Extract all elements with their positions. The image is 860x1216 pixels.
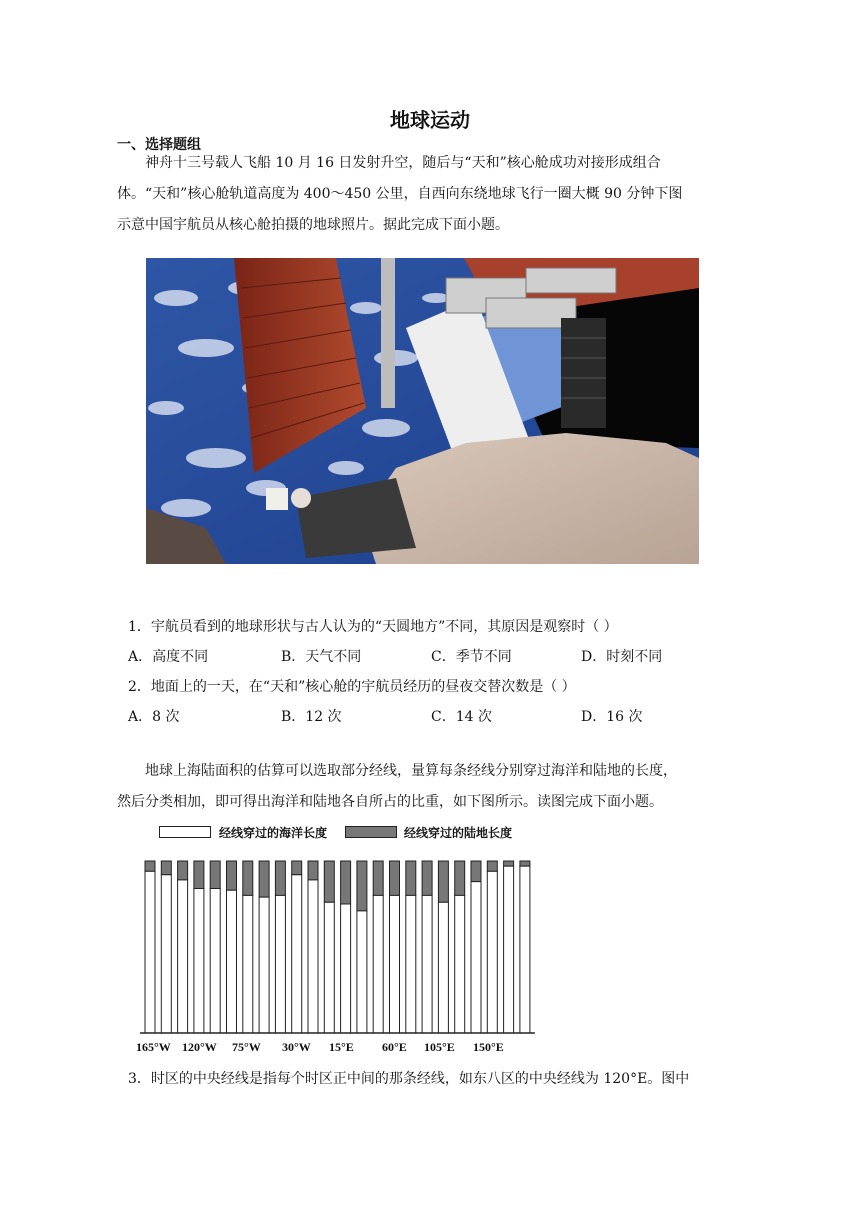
x-tick-label: 30°W bbox=[282, 1040, 311, 1054]
section-heading: 一、选择题组 bbox=[117, 137, 201, 153]
passage-2-line: 地球上海陆面积的估算可以选取部分经线，量算每条经线分别穿过海洋和陆地的长度， bbox=[145, 763, 677, 779]
x-tick-label: 120°W bbox=[182, 1040, 217, 1054]
bar-ocean-3 bbox=[194, 889, 204, 1033]
bar-ocean-22 bbox=[504, 866, 514, 1033]
x-tick-label: 15°E bbox=[329, 1040, 354, 1054]
bar-land-20 bbox=[471, 861, 481, 882]
bar-land-21 bbox=[487, 861, 497, 871]
question-1-text: 1．宇航员看到的地球形状与古人认为的“天圆地方”不同，其原因是观察时（ ） bbox=[128, 619, 618, 635]
bar-land-23 bbox=[520, 861, 530, 866]
passage-2 bbox=[117, 756, 732, 818]
bar-land-1 bbox=[161, 861, 171, 875]
bar-land-7 bbox=[259, 861, 269, 897]
bar-land-2 bbox=[178, 861, 188, 880]
legend-label-land: 经线穿过的陆地长度 bbox=[404, 826, 513, 840]
bar-land-3 bbox=[194, 861, 204, 889]
legend-label-ocean: 经线穿过的海洋长度 bbox=[219, 826, 328, 840]
bar-ocean-18 bbox=[438, 902, 448, 1033]
bar-land-5 bbox=[227, 861, 237, 890]
bar-ocean-12 bbox=[341, 904, 351, 1033]
bar-land-14 bbox=[373, 861, 383, 895]
x-tick-label: 75°W bbox=[232, 1040, 261, 1054]
bar-ocean-9 bbox=[292, 875, 302, 1033]
question-2-option-d[interactable]: D．16 次 bbox=[581, 709, 643, 725]
passage-1-line: 体。“天和”核心舱轨道高度为 400～450 公里，自西向东绕地球飞行一圈大概 90 分钟下图 bbox=[117, 186, 683, 202]
bar-ocean-8 bbox=[275, 895, 285, 1033]
space-station-photo bbox=[146, 258, 699, 564]
question-2-text: 2．地面上的一天，在“天和”核心舱的宇航员经历的昼夜交替次数是（ ） bbox=[128, 679, 576, 695]
question-2-option-a[interactable]: A．8 次 bbox=[128, 709, 180, 725]
bar-land-17 bbox=[422, 861, 432, 895]
bar-land-16 bbox=[406, 861, 416, 895]
x-tick-label: 60°E bbox=[382, 1040, 407, 1054]
bar-land-4 bbox=[210, 861, 220, 889]
x-tick-label: 150°E bbox=[473, 1040, 504, 1054]
question-2-option-b[interactable]: B．12 次 bbox=[281, 709, 342, 725]
bar-ocean-15 bbox=[390, 895, 400, 1033]
bar-land-18 bbox=[438, 861, 448, 902]
bar-land-9 bbox=[292, 861, 302, 875]
passage-1-line: 示意中国宇航员从核心舱拍摄的地球照片。据此完成下面小题。 bbox=[117, 217, 509, 233]
question-1-option-b[interactable]: B．天气不同 bbox=[281, 649, 362, 665]
passage-2-line: 然后分类相加，即可得出海洋和陆地各自所占的比重，如下图所示。读图完成下面小题。 bbox=[117, 794, 663, 810]
bar-ocean-0 bbox=[145, 871, 155, 1033]
question-1-option-a[interactable]: A．高度不同 bbox=[128, 649, 209, 665]
bar-land-22 bbox=[504, 861, 514, 866]
bar-land-6 bbox=[243, 861, 253, 895]
x-tick-label: 105°E bbox=[424, 1040, 455, 1054]
bar-ocean-23 bbox=[520, 866, 530, 1033]
passage-1 bbox=[117, 148, 732, 241]
bar-ocean-20 bbox=[471, 882, 481, 1033]
bar-ocean-2 bbox=[178, 880, 188, 1033]
question-1-option-d[interactable]: D．时刻不同 bbox=[581, 649, 663, 665]
legend-swatch-ocean bbox=[159, 826, 211, 838]
ocean-land-bar-chart bbox=[135, 850, 535, 1040]
bar-ocean-16 bbox=[406, 895, 416, 1033]
bar-ocean-7 bbox=[259, 897, 269, 1033]
bar-ocean-14 bbox=[373, 895, 383, 1033]
bar-ocean-17 bbox=[422, 895, 432, 1033]
bar-land-12 bbox=[341, 861, 351, 904]
bar-ocean-21 bbox=[487, 871, 497, 1033]
bar-ocean-19 bbox=[455, 895, 465, 1033]
bar-ocean-1 bbox=[161, 875, 171, 1033]
bar-land-19 bbox=[455, 861, 465, 895]
legend-swatch-land bbox=[345, 826, 397, 838]
x-tick-label: 165°W bbox=[136, 1040, 171, 1054]
question-1-option-c[interactable]: C．季节不同 bbox=[431, 649, 512, 665]
bar-ocean-6 bbox=[243, 895, 253, 1033]
bar-land-10 bbox=[308, 861, 318, 880]
bar-land-11 bbox=[324, 861, 334, 902]
bar-ocean-11 bbox=[324, 902, 334, 1033]
question-2-option-c[interactable]: C．14 次 bbox=[431, 709, 492, 725]
bar-ocean-5 bbox=[227, 890, 237, 1033]
bar-ocean-4 bbox=[210, 889, 220, 1033]
bar-land-8 bbox=[275, 861, 285, 895]
bar-ocean-10 bbox=[308, 880, 318, 1033]
passage-1-line: 神舟十三号载人飞船 10 月 16 日发射升空，随后与“天和”核心舱成功对接形成组合 bbox=[145, 155, 661, 171]
question-3-text: 3．时区的中央经线是指每个时区正中间的那条经线，如东八区的中央经线为 120°E。图中 bbox=[128, 1071, 690, 1087]
bar-land-13 bbox=[357, 861, 367, 911]
bar-land-0 bbox=[145, 861, 155, 871]
bar-ocean-13 bbox=[357, 911, 367, 1033]
bar-land-15 bbox=[390, 861, 400, 895]
page-title: 地球运动 bbox=[390, 108, 470, 132]
